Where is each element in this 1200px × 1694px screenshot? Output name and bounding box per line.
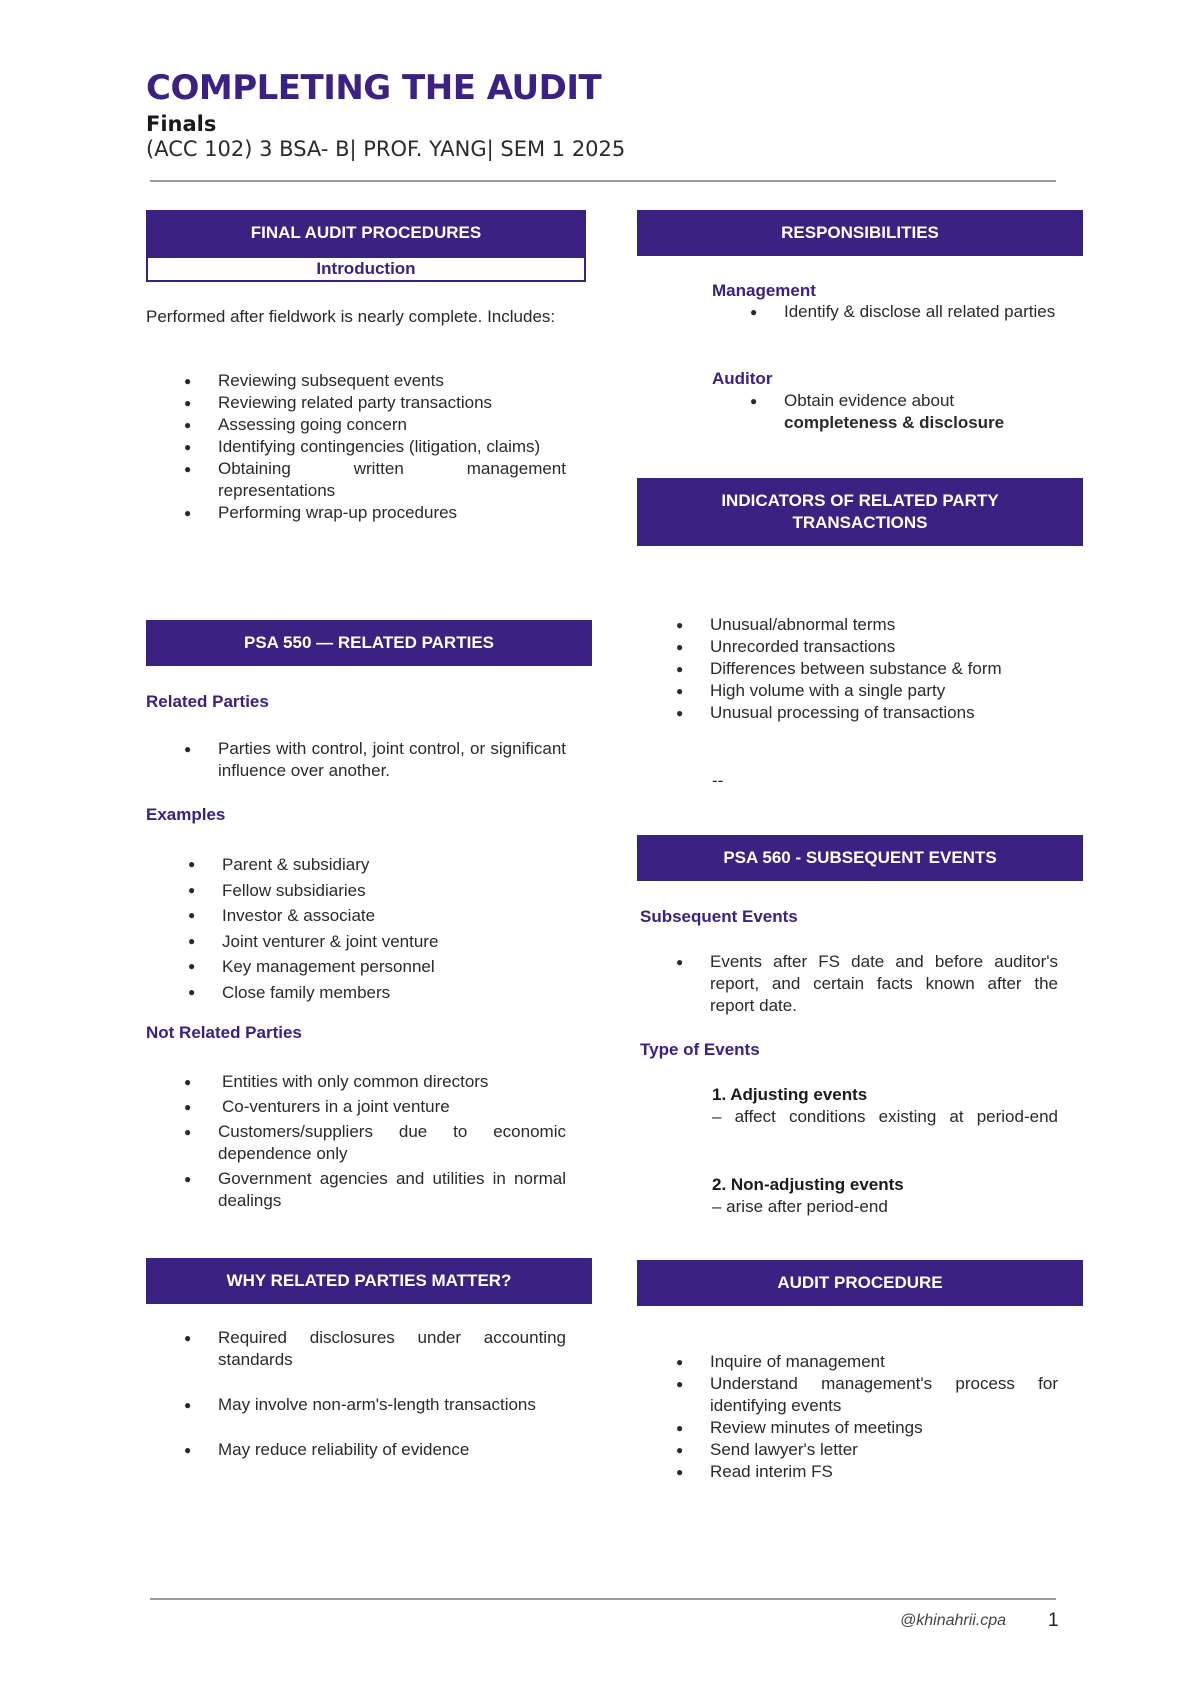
audit-procedure-list (638, 1351, 1058, 1483)
related-parties-label: Related Parties (146, 692, 269, 711)
header-divider (150, 180, 1056, 182)
list-item: ● Assessing going concern (146, 414, 566, 436)
page-subtitle: Finals (146, 112, 217, 136)
adjusting-events-desc: – affect conditions existing at period-end (712, 1107, 1058, 1126)
list-item (712, 390, 1058, 434)
list-item: ● Joint venturer & joint venture (150, 929, 570, 955)
footer-handle: @khinahrii.cpa (900, 1612, 1007, 1629)
list-item: ● Government agencies and utilities in normal dealings (146, 1168, 566, 1212)
management-list (712, 301, 1058, 323)
subsequent-events-list (638, 951, 1058, 1017)
list-item: ● Fellow subsidiaries (150, 878, 570, 904)
list-item: ● Reviewing subsequent events (146, 370, 566, 392)
list-item: ● May reduce reliability of evidence (146, 1439, 566, 1461)
indicators-list (638, 614, 1058, 724)
nonadjusting-events-title: 2. Non-adjusting events (712, 1175, 904, 1194)
list-item: ● Events after FS date and before auditor's report, and certain facts known after the report date. (638, 951, 1058, 1017)
list-item: ● Close family members (150, 980, 570, 1006)
list-item: ● Read interim FS (638, 1461, 1058, 1483)
why-matter-heading: WHY RELATED PARTIES MATTER? (146, 1258, 592, 1304)
psa560-heading: PSA 560 - SUBSEQUENT EVENTS (637, 835, 1083, 881)
list-item: ● Unusual processing of transactions (638, 702, 1058, 724)
page-title: COMPLETING THE AUDIT (146, 68, 602, 108)
list-item: ● Review minutes of meetings (638, 1417, 1058, 1439)
auditor-list (712, 390, 1058, 434)
page-number: 1 (1048, 1610, 1059, 1631)
adjusting-events-title: 1. Adjusting events (712, 1085, 868, 1104)
management-label: Management (712, 281, 816, 300)
list-item: ● Performing wrap-up procedures (146, 502, 566, 524)
not-related-parties-label: Not Related Parties (146, 1023, 302, 1042)
list-item: ● Unusual/abnormal terms (638, 614, 1058, 636)
adjusting-events-desc-line (712, 1106, 1058, 1128)
related-parties-list (146, 738, 566, 782)
subsequent-events-label: Subsequent Events (640, 907, 798, 926)
auditor-item-prefix: ● Obtain evidence about (784, 391, 955, 410)
footer-divider (150, 1598, 1056, 1600)
list-item: ● Unrecorded transactions (638, 636, 1058, 658)
examples-label: Examples (146, 805, 226, 824)
nonadjusting-events-desc: – arise after period-end (712, 1197, 888, 1216)
psa550-heading: PSA 550 — RELATED PARTIES (146, 620, 592, 666)
list-item: ● Co-venturers in a joint venture (146, 1096, 566, 1118)
responsibilities-heading: RESPONSIBILITIES (637, 210, 1083, 256)
list-item: ● Obtaining written management representations (146, 458, 566, 502)
indicators-heading: INDICATORS OF RELATED PARTY TRANSACTIONS (637, 478, 1083, 546)
list-item: ● May involve non-arm's-length transactions (146, 1394, 566, 1416)
list-item: ● Parent & subsidiary (150, 852, 570, 878)
document-header (146, 68, 1058, 162)
list-item: ● Parties with control, joint control, or significant influence over another. (146, 738, 566, 782)
list-item: ● Key management personnel (150, 954, 570, 980)
list-item: ● Reviewing related party transactions (146, 392, 566, 414)
list-item: ● Identify & disclose all related parties (712, 301, 1058, 323)
course-info: (ACC 102) 3 BSA- B| PROF. YANG| SEM 1 2025 (146, 137, 626, 161)
list-item: ● Required disclosures under accounting standards (146, 1327, 566, 1371)
auditor-label: Auditor (712, 369, 773, 388)
list-item: ● Differences between substance & form (638, 658, 1058, 680)
auditor-item-bold: completeness & disclosure (784, 413, 1005, 432)
list-item: ● Send lawyer's letter (638, 1439, 1058, 1461)
final-audit-list (146, 370, 566, 524)
list-item: ● Investor & associate (150, 903, 570, 929)
not-related-list (146, 1071, 566, 1212)
list-item: ● Understand management's process for identifying events (638, 1373, 1058, 1417)
final-audit-heading: FINAL AUDIT PROCEDURES (146, 210, 586, 256)
indicators-trailer: -- (712, 771, 724, 790)
list-item: ● Identifying contingencies (litigation, claims) (146, 436, 566, 458)
introduction-subheading: Introduction (146, 256, 586, 282)
audit-procedure-heading: AUDIT PROCEDURE (637, 1260, 1083, 1306)
intro-paragraph: Performed after fieldwork is nearly complete. Includes: (146, 307, 556, 326)
list-item: ● Customers/suppliers due to economic dependence only (146, 1121, 566, 1165)
why-matter-list (146, 1327, 566, 1461)
list-item: ● Inquire of management (638, 1351, 1058, 1373)
list-item: ● High volume with a single party (638, 680, 1058, 702)
auditor-item-text (784, 390, 1058, 412)
list-item: ● Entities with only common directors (146, 1071, 566, 1093)
examples-list (150, 852, 570, 1005)
type-of-events-label: Type of Events (640, 1040, 760, 1059)
